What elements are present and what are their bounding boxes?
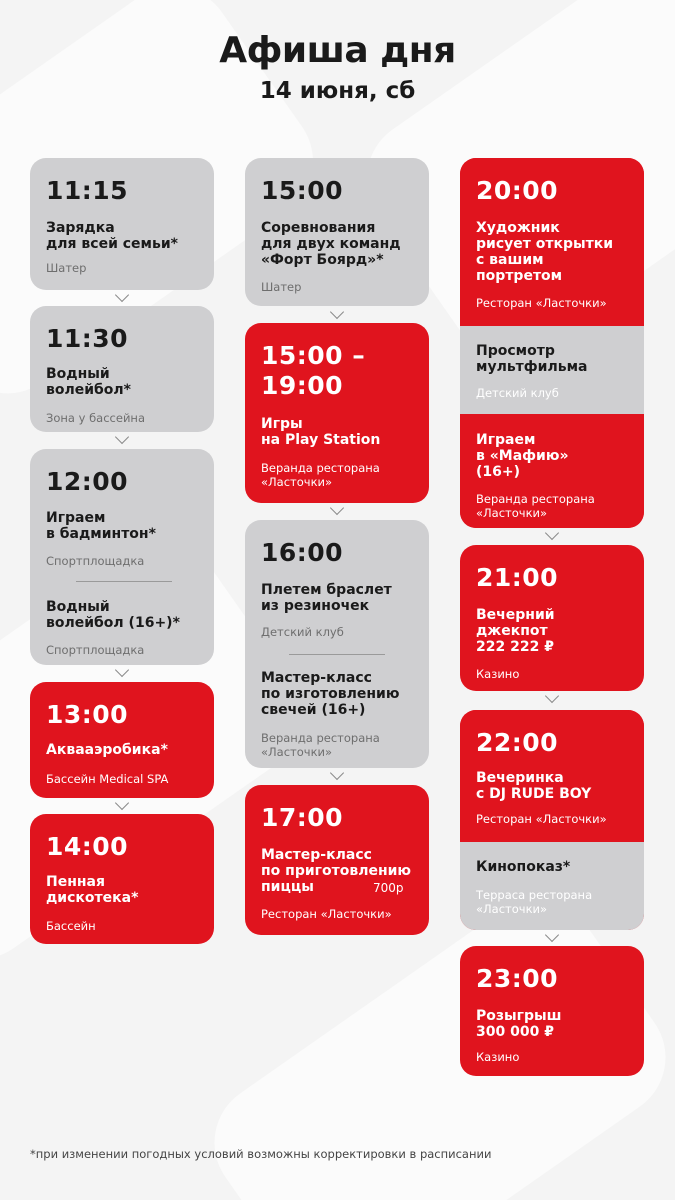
event-card-1600 bbox=[245, 520, 429, 768]
event-place: Терраса ресторана bbox=[476, 888, 593, 902]
event-title: для двух команд bbox=[261, 236, 401, 252]
event-title: по изготовлению bbox=[261, 686, 400, 702]
event-time: 22:00 bbox=[476, 728, 559, 757]
event-title: дискотека* bbox=[46, 890, 139, 906]
event-place: Ресторан «Ласточки» bbox=[476, 812, 607, 826]
event-title: в бадминтон* bbox=[46, 526, 156, 542]
event-title: по приготовлению bbox=[261, 863, 412, 879]
event-place: Спортплощадка bbox=[46, 643, 145, 657]
event-place: Шатер bbox=[46, 261, 87, 275]
event-title: с вашим bbox=[476, 252, 544, 268]
event-card-2000 bbox=[460, 158, 644, 528]
event-place: «Ласточки» bbox=[476, 902, 548, 916]
chevron-down-icon bbox=[545, 689, 559, 703]
event-time: 17:00 bbox=[261, 803, 344, 832]
event-place: «Ласточки» bbox=[261, 745, 333, 759]
event-title: на Play Station bbox=[261, 432, 381, 448]
event-title: свечей (16+) bbox=[261, 702, 366, 718]
event-card-2100 bbox=[460, 545, 644, 691]
event-time: 11:15 bbox=[46, 176, 129, 205]
event-time: 19:00 bbox=[261, 371, 344, 400]
event-title: пиццы bbox=[261, 879, 314, 895]
event-title: Играем bbox=[46, 510, 106, 526]
event-segment bbox=[460, 158, 644, 326]
event-time: 21:00 bbox=[476, 563, 559, 592]
event-title: Соревнования bbox=[261, 220, 376, 236]
chevron-down-icon bbox=[330, 501, 344, 515]
event-time: 15:00 bbox=[261, 176, 344, 205]
event-title: мультфильма bbox=[476, 359, 588, 375]
event-place: Детский клуб bbox=[261, 625, 344, 639]
event-place: Спортплощадка bbox=[46, 554, 145, 568]
event-card-1500-1900 bbox=[245, 323, 429, 503]
page-title: Афиша дня bbox=[219, 30, 456, 71]
event-title: джекпот bbox=[476, 623, 548, 639]
event-title: Розыгрыш bbox=[476, 1008, 562, 1024]
event-segment bbox=[460, 710, 644, 842]
chevron-down-icon bbox=[545, 526, 559, 540]
chevron-down-icon bbox=[330, 305, 344, 319]
event-time: 20:00 bbox=[476, 176, 559, 205]
event-time: 14:00 bbox=[46, 832, 129, 861]
event-time: 23:00 bbox=[476, 964, 559, 993]
event-segment bbox=[460, 842, 644, 930]
event-place: Казино bbox=[476, 667, 520, 681]
divider bbox=[289, 654, 385, 655]
chevron-down-icon bbox=[115, 430, 129, 444]
event-card-1130 bbox=[30, 306, 214, 432]
event-time: 12:00 bbox=[46, 467, 129, 496]
event-card-2300 bbox=[460, 946, 644, 1076]
event-title: рисует открытки bbox=[476, 236, 614, 252]
event-title: Мастер-класс bbox=[261, 670, 372, 686]
event-place: «Ласточки» bbox=[261, 475, 333, 489]
event-title: Вечерний bbox=[476, 607, 555, 623]
event-title: Игры bbox=[261, 416, 303, 432]
event-title: Мастер-класс bbox=[261, 847, 372, 863]
event-title: в «Мафию» bbox=[476, 448, 569, 464]
event-time: 13:00 bbox=[46, 700, 129, 729]
event-price: 700р bbox=[373, 881, 404, 895]
event-card-1500 bbox=[245, 158, 429, 306]
event-card-1700 bbox=[245, 785, 429, 935]
event-time: 16:00 bbox=[261, 538, 344, 567]
event-title: из резиночек bbox=[261, 598, 370, 614]
event-title: (16+) bbox=[476, 464, 521, 480]
event-place: Ресторан «Ласточки» bbox=[261, 907, 392, 921]
event-title: Водный bbox=[46, 366, 110, 382]
event-place: «Ласточки» bbox=[476, 506, 548, 520]
event-place: Веранда ресторана bbox=[261, 731, 380, 745]
event-title: «Форт Боярд»* bbox=[261, 252, 384, 268]
event-title: Просмотр bbox=[476, 343, 555, 359]
event-title: Аквааэробика* bbox=[46, 742, 168, 758]
event-card-2200 bbox=[460, 710, 644, 930]
event-title: 222 222 ₽ bbox=[476, 639, 554, 655]
event-title: портретом bbox=[476, 268, 563, 284]
event-title: Играем bbox=[476, 432, 536, 448]
event-title: с DJ RUDE BOY bbox=[476, 786, 592, 802]
event-title: 300 000 ₽ bbox=[476, 1024, 554, 1040]
event-card-1300 bbox=[30, 682, 214, 798]
event-title: Вечеринка bbox=[476, 770, 564, 786]
event-place: Бассейн Medical SPA bbox=[46, 772, 169, 786]
event-place: Детский клуб bbox=[476, 386, 559, 400]
event-place: Казино bbox=[476, 1050, 520, 1064]
event-place: Бассейн bbox=[46, 919, 96, 933]
event-title: Кинопоказ* bbox=[476, 859, 571, 875]
event-title: волейбол (16+)* bbox=[46, 615, 180, 631]
event-card-1200 bbox=[30, 449, 214, 665]
event-title: для всей семьи* bbox=[46, 236, 178, 252]
event-place: Веранда ресторана bbox=[476, 492, 595, 506]
event-time: 11:30 bbox=[46, 324, 129, 353]
event-place: Ресторан «Ласточки» bbox=[476, 296, 607, 310]
event-card-1400 bbox=[30, 814, 214, 944]
chevron-down-icon bbox=[330, 766, 344, 780]
event-title: Водный bbox=[46, 599, 110, 615]
event-time: 15:00 – bbox=[261, 341, 366, 370]
page-date: 14 июня, сб bbox=[259, 78, 416, 104]
divider bbox=[76, 581, 172, 582]
footnote: *при изменении погодных условий возможны корректировки в расписании bbox=[30, 1147, 492, 1161]
event-card-1115 bbox=[30, 158, 214, 290]
event-place: Веранда ресторана bbox=[261, 461, 380, 475]
event-segment bbox=[460, 414, 644, 528]
event-title: Зарядка bbox=[46, 220, 115, 236]
event-title: Плетем браслет bbox=[261, 582, 392, 598]
event-place: Шатер bbox=[261, 280, 302, 294]
event-title: волейбол* bbox=[46, 382, 132, 398]
event-place: Зона у бассейна bbox=[46, 411, 145, 425]
event-title: Художник bbox=[476, 220, 560, 236]
event-title: Пенная bbox=[46, 874, 105, 890]
event-segment bbox=[460, 326, 644, 414]
